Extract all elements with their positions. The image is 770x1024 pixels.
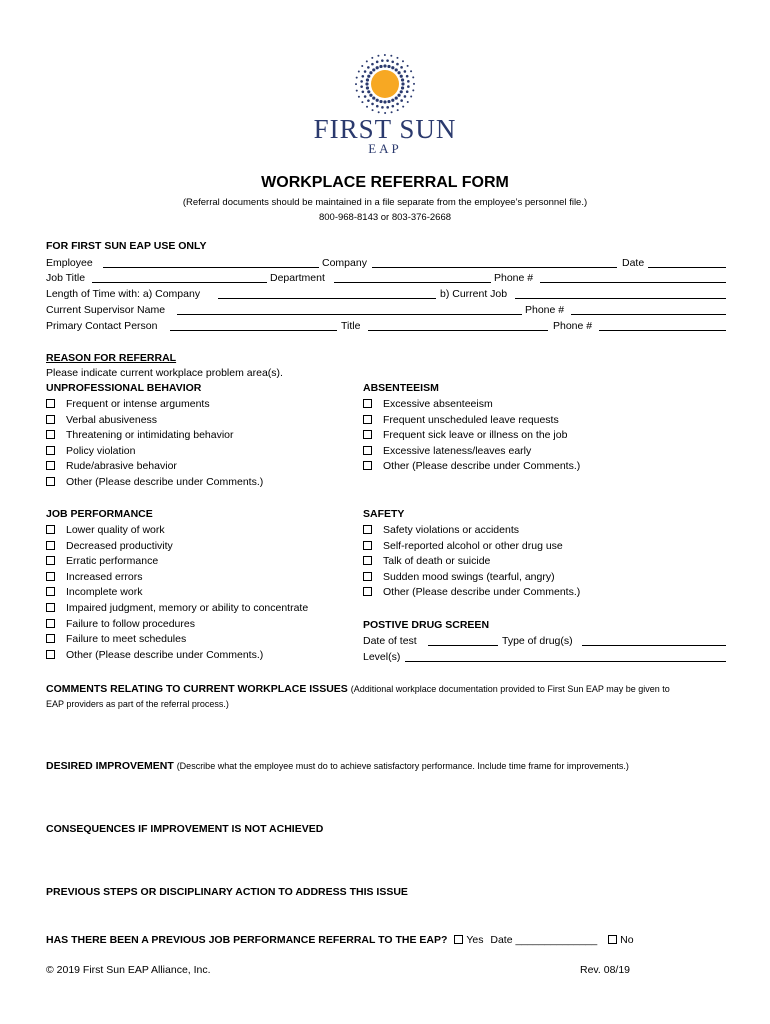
sun-ray-dot: [365, 82, 368, 85]
checkbox[interactable]: [46, 619, 55, 628]
sun-emblem-icon: [350, 52, 420, 116]
checkbox[interactable]: [363, 461, 372, 470]
supervisor-field[interactable]: [177, 314, 522, 315]
sun-ray-dot: [402, 60, 404, 62]
sun-ray-dot: [369, 71, 372, 74]
type-of-drugs-field[interactable]: [582, 645, 726, 646]
checkbox-label: Failure to follow procedures: [66, 617, 195, 630]
form-subtitle: (Referral documents should be maintained in a file separate from the employee’s personnel file.): [182, 197, 588, 208]
checkbox[interactable]: [363, 572, 372, 581]
desired-note: (Describe what the employee must do to achieve satisfactory performance. Include time frame for improvements.): [176, 761, 629, 771]
date-of-test-label: Date of test: [363, 635, 417, 647]
checkbox-item[interactable]: [363, 586, 580, 598]
sun-ray-dot: [404, 70, 407, 73]
sun-ray-dot: [404, 95, 407, 98]
sun-ray-dot: [400, 99, 403, 102]
checkbox-label: Lower quality of work: [66, 524, 165, 536]
sun-ray-dot: [376, 61, 379, 64]
checkbox[interactable]: [46, 430, 55, 439]
current-job-label: b) Current Job: [440, 288, 508, 300]
checkbox[interactable]: [363, 399, 372, 408]
contact-phones: 800-968-8143 or 803-376-2668: [318, 212, 452, 223]
sun-ray-dot: [360, 85, 363, 88]
sun-ray-dot: [412, 76, 414, 78]
checkbox-label: Verbal abusiveness: [66, 413, 158, 426]
checkbox[interactable]: [363, 556, 372, 565]
supervisor-phone-field[interactable]: [571, 314, 726, 315]
sun-ray-dot: [401, 82, 404, 85]
first-sun-logo: [300, 52, 470, 162]
checkbox[interactable]: [363, 415, 372, 424]
sun-ray-dot: [386, 106, 389, 109]
checkbox[interactable]: [46, 399, 55, 408]
sun-ray-dot: [379, 100, 382, 103]
sun-ray-dot: [395, 68, 398, 71]
sun-ray-dot: [401, 78, 404, 81]
company-label: Company: [322, 257, 367, 269]
copyright: © 2019 First Sun EAP Alliance, Inc.: [46, 964, 211, 976]
checkbox-item[interactable]: [363, 524, 519, 536]
job-title-field[interactable]: [92, 282, 267, 283]
checkbox-label: Self-reported alcohol or other drug use: [383, 539, 563, 552]
supervisor-label: Current Supervisor Name: [46, 304, 166, 316]
sun-ray-dot: [379, 65, 382, 68]
desired-line: [46, 760, 629, 772]
sun-ray-dot: [355, 83, 357, 85]
sun-ray-dot: [366, 60, 368, 62]
sun-ray-dot: [372, 68, 375, 71]
no-label: No: [620, 934, 634, 946]
checkbox-item[interactable]: [46, 633, 186, 645]
sun-ray-dot: [391, 61, 394, 64]
sun-ray-dot: [407, 80, 410, 83]
title-label: Title: [341, 320, 361, 332]
sun-ray-dot: [378, 111, 380, 113]
logo-brand-text: FIRST SUN: [313, 114, 457, 144]
previous-referral-line: [46, 934, 634, 946]
comments-note-2: EAP providers as part of the referral process.): [46, 699, 229, 709]
job-title-label: Job Title: [46, 272, 86, 284]
sun-ray-dot: [376, 99, 379, 102]
checkbox-item[interactable]: [363, 555, 490, 567]
sun-ray-dot: [356, 77, 358, 79]
sun-ray-dot: [367, 75, 370, 78]
checkbox[interactable]: [46, 587, 55, 596]
checkbox-label: Incomplete work: [66, 586, 143, 599]
sun-ray-dot: [400, 75, 403, 78]
checkbox-item[interactable]: [46, 649, 263, 661]
department-field[interactable]: [334, 282, 491, 283]
checkbox[interactable]: [46, 477, 55, 486]
checkbox[interactable]: [363, 525, 372, 534]
yes-label: Yes: [466, 934, 484, 946]
sun-ray-dot: [383, 64, 386, 67]
sun-ray-dot: [407, 65, 409, 67]
checkbox[interactable]: [46, 556, 55, 565]
sun-ray-dot: [397, 94, 400, 97]
sun-ray-dot: [401, 86, 404, 89]
length-company-field[interactable]: [218, 298, 436, 299]
unprofessional-heading: UNPROFESSIONAL BEHAVIOR: [46, 382, 202, 394]
sun-ray-dot: [410, 70, 412, 72]
sun-ray-dot: [371, 103, 374, 106]
date-of-test-field[interactable]: [428, 645, 498, 646]
checkbox-label: Rude/abrasive behavior: [66, 460, 177, 473]
sun-ray-dot: [361, 101, 363, 103]
checkbox-item[interactable]: [46, 460, 177, 472]
sun-ray-dot: [412, 89, 414, 91]
sun-ray-dot: [362, 75, 365, 78]
sun-ray-dot: [397, 109, 399, 111]
sun-ray-dot: [371, 57, 373, 59]
reason-instructions: Please indicate current workplace problem area(s).: [46, 367, 283, 379]
checkbox-item[interactable]: [363, 398, 493, 410]
sun-ray-dot: [367, 90, 370, 93]
sun-ray-dot: [358, 96, 360, 98]
desired-heading: DESIRED IMPROVEMENT: [46, 760, 174, 772]
referral-date-label: Date ______________: [490, 934, 598, 946]
checkbox-item[interactable]: [363, 445, 531, 457]
sun-ray-dot: [381, 59, 384, 62]
no-checkbox[interactable]: [608, 935, 617, 944]
sun-ray-dot: [407, 85, 410, 88]
sun-ray-dot: [361, 65, 363, 67]
checkbox-label: Frequent sick leave or illness on the job: [383, 429, 568, 442]
checkbox-item[interactable]: [363, 460, 580, 472]
comments-heading: COMMENTS RELATING TO CURRENT WORKPLACE ISSUES: [46, 683, 348, 695]
sun-ray-dot: [395, 96, 398, 99]
checkbox-item[interactable]: [363, 429, 567, 441]
phone-label: Phone #: [494, 272, 534, 284]
title-field[interactable]: [368, 330, 548, 331]
sun-ray-dot: [396, 63, 399, 66]
sun-ray-dot: [402, 106, 404, 108]
reason-heading: REASON FOR REFERRAL: [46, 352, 177, 364]
sun-ray-dot: [391, 99, 394, 102]
checkbox-label: Other (Please describe under Comments.): [383, 460, 581, 473]
sun-ray-dot: [360, 80, 363, 83]
sun-ray-dot: [376, 105, 379, 108]
sun-ray-dot: [376, 66, 379, 69]
checkbox-label: Failure to meet schedules: [66, 633, 187, 646]
checkbox-label: Excessive absenteeism: [383, 398, 493, 410]
sun-ray-dot: [397, 71, 400, 74]
drug-screen-heading: POSTIVE DRUG SCREEN: [363, 619, 490, 631]
checkbox-item[interactable]: [363, 540, 563, 552]
sun-ray-dot: [406, 90, 409, 93]
sun-ray-dot: [391, 111, 393, 113]
sun-ray-dot: [369, 94, 372, 97]
yes-checkbox[interactable]: [454, 935, 463, 944]
sun-ray-dot: [371, 63, 374, 66]
checkbox-label: Frequent unscheduled leave requests: [383, 413, 559, 426]
checkbox-item[interactable]: [46, 555, 158, 567]
previous-steps-heading: PREVIOUS STEPS OR DISCIPLINARY ACTION TO ADDRESS THIS ISSUE: [46, 886, 408, 898]
checkbox-label: Safety violations or accidents: [383, 524, 519, 536]
sun-ray-dot: [407, 101, 409, 103]
consequences-heading: CONSEQUENCES IF IMPROVEMENT IS NOT ACHIEVED: [46, 823, 324, 835]
checkbox-label: Excessive lateness/leaves early: [383, 444, 532, 457]
contact-phone-field[interactable]: [599, 330, 726, 331]
checkbox-item[interactable]: [46, 414, 157, 426]
checkbox-label: Frequent or intense arguments: [66, 398, 210, 410]
sun-ray-dot: [400, 66, 403, 69]
checkbox-label: Erratic performance: [66, 555, 159, 568]
date-field[interactable]: [648, 267, 726, 268]
sun-ray-dot: [372, 109, 374, 111]
sun-ray-dot: [392, 105, 395, 108]
checkbox[interactable]: [46, 525, 55, 534]
job-performance-heading: JOB PERFORMANCE: [46, 508, 153, 520]
levels-label: Level(s): [363, 651, 401, 663]
checkbox-item[interactable]: [46, 524, 165, 536]
sun-ray-dot: [406, 75, 409, 78]
checkbox[interactable]: [46, 541, 55, 550]
sun-ray-dot: [387, 65, 390, 68]
sun-ray-dot: [364, 95, 367, 98]
sun-ray-dot: [372, 96, 375, 99]
checkbox[interactable]: [46, 603, 55, 612]
checkbox[interactable]: [363, 446, 372, 455]
checkbox-label: Decreased productivity: [66, 539, 173, 552]
sun-core: [371, 70, 399, 98]
company-field[interactable]: [372, 267, 617, 268]
comments-note-1: (Additional workplace documentation provided to First Sun EAP may be given to: [350, 684, 670, 694]
sun-ray-dot: [358, 71, 360, 73]
checkbox[interactable]: [46, 634, 55, 643]
primary-contact-field[interactable]: [170, 330, 337, 331]
sun-ray-dot: [367, 66, 370, 69]
employee-field[interactable]: [103, 267, 319, 268]
safety-heading: SAFETY: [363, 508, 405, 520]
employee-label: Employee: [46, 257, 93, 269]
checkbox-label: Threatening or intimidating behavior: [66, 429, 234, 442]
sun-ray-dot: [367, 99, 370, 102]
length-company-label: Length of Time with: a) Company: [46, 288, 201, 300]
current-job-field[interactable]: [515, 298, 726, 299]
checkbox-label: Other (Please describe under Comments.): [383, 586, 581, 599]
sun-ray-dot: [400, 90, 403, 93]
primary-contact-label: Primary Contact Person: [46, 320, 158, 332]
checkbox-item[interactable]: [46, 602, 308, 614]
revision: Rev. 08/19: [580, 964, 631, 976]
sun-ray-dot: [381, 106, 384, 109]
checkbox[interactable]: [46, 461, 55, 470]
checkbox-item[interactable]: [46, 586, 142, 598]
sun-ray-dot: [377, 55, 379, 57]
checkbox[interactable]: [46, 415, 55, 424]
checkbox[interactable]: [46, 572, 55, 581]
sun-ray-dot: [366, 106, 368, 108]
checkbox-item[interactable]: [363, 571, 555, 583]
contact-phone-label: Phone #: [553, 320, 593, 332]
checkbox[interactable]: [46, 446, 55, 455]
checkbox-label: Other (Please describe under Comments.): [66, 648, 264, 661]
sun-ray-dot: [384, 54, 386, 56]
form-title: WORKPLACE REFERRAL FORM: [261, 174, 509, 191]
checkbox[interactable]: [363, 587, 372, 596]
checkbox[interactable]: [363, 430, 372, 439]
sun-ray-dot: [396, 57, 398, 59]
eap-use-heading: FOR FIRST SUN EAP USE ONLY: [46, 240, 207, 252]
sun-ray-dot: [390, 55, 392, 57]
checkbox-label: Other (Please describe under Comments.): [66, 476, 264, 488]
sun-ray-dot: [364, 70, 367, 73]
levels-field[interactable]: [405, 661, 726, 662]
sun-ray-dot: [387, 100, 390, 103]
checkbox-item[interactable]: [46, 476, 263, 488]
checkbox-item[interactable]: [46, 618, 195, 630]
date-label: Date: [622, 257, 645, 269]
sun-ray-dot: [366, 78, 369, 81]
department-label: Department: [270, 272, 325, 284]
sun-ray-dot: [356, 90, 358, 92]
checkbox-item[interactable]: [46, 540, 173, 552]
comments-line-1: [46, 683, 670, 695]
previous-referral-question: HAS THERE BEEN A PREVIOUS JOB PERFORMANCE REFERRAL TO THE EAP?: [46, 934, 448, 946]
sun-ray-dot: [396, 103, 399, 106]
sun-ray-dot: [383, 100, 386, 103]
supervisor-phone-label: Phone #: [525, 304, 565, 316]
checkbox[interactable]: [46, 650, 55, 659]
sun-ray-dot: [410, 95, 412, 97]
checkbox-item[interactable]: [46, 429, 234, 441]
checkbox-label: Sudden mood swings (tearful, angry): [383, 570, 555, 583]
sun-ray-dot: [413, 83, 415, 85]
checkbox-item[interactable]: [46, 398, 210, 410]
checkbox[interactable]: [363, 541, 372, 550]
sun-ray-dot: [391, 66, 394, 69]
sun-ray-dot: [386, 59, 389, 62]
checkbox-item[interactable]: [46, 571, 142, 583]
absenteeism-heading: ABSENTEEISM: [363, 382, 439, 394]
checkbox-label: Talk of death or suicide: [383, 555, 491, 568]
checkbox-item[interactable]: [363, 414, 559, 426]
sun-ray-dot: [362, 91, 365, 94]
checkbox-label: Increased errors: [66, 570, 143, 583]
checkbox-label: Impaired judgment, memory or ability to concentrate: [66, 602, 309, 614]
checkbox-item[interactable]: [46, 445, 135, 457]
sun-ray-dot: [366, 86, 369, 89]
checkbox-label: Policy violation: [66, 444, 136, 457]
type-of-drugs-label: Type of drug(s): [502, 635, 573, 647]
phone-field[interactable]: [540, 282, 726, 283]
logo-sub-text: EAP: [368, 141, 402, 156]
